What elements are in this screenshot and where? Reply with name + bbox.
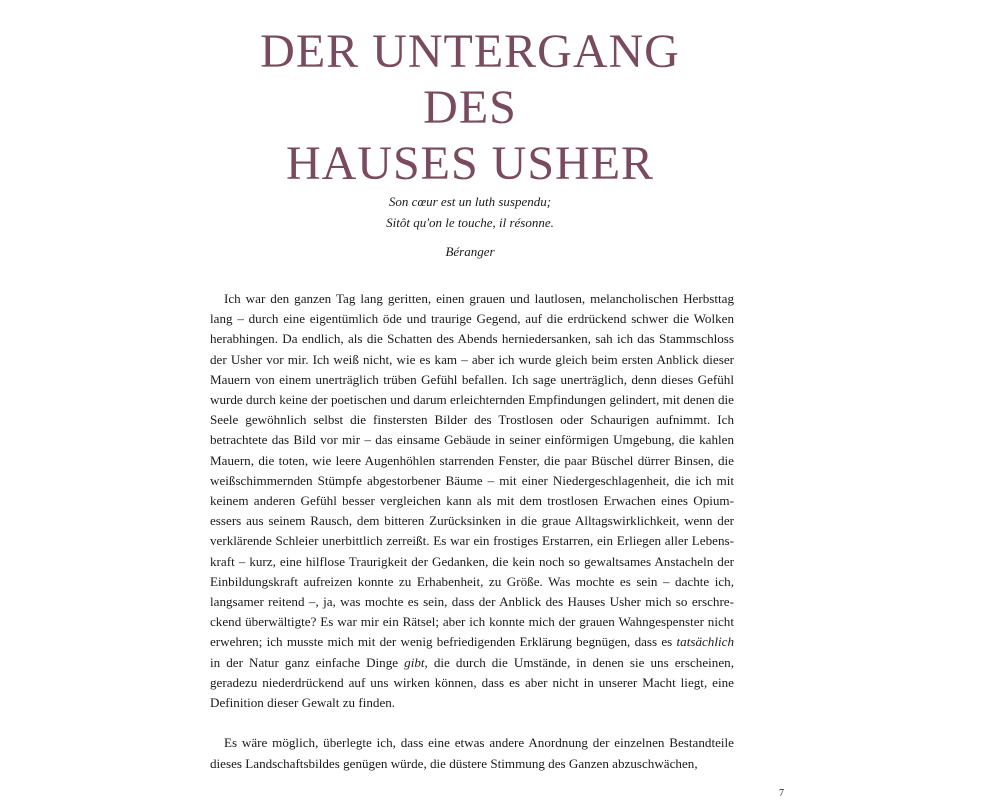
title-line: DES xyxy=(423,81,517,135)
text-run: die durch die Umstände, in denen sie uns erscheinen, geradezu niederdrückend auf uns wirken können, dass es aber nicht in unserer Macht liegt, eine Definition dieser Gewalt zu finden. xyxy=(210,654,734,711)
epigraph-author: Béranger xyxy=(445,244,495,259)
epigraph-line: Sitôt qu'on le touche, il résonne. xyxy=(386,215,554,230)
title-line: HAUSES USHER xyxy=(285,137,655,191)
text-run: Es wäre möglich, überlegte ich, dass eine etwas andere Anordnung der einzelnen Bestandteile dieses Landschaftsbildes genügen würde, die düstere Stimmung des Ganzen abzuschwächen, xyxy=(210,735,734,771)
title-line: DER UNTERGANG xyxy=(260,25,680,79)
page-number: 7 xyxy=(779,788,784,799)
epigraph xyxy=(200,191,740,262)
chapter-title xyxy=(200,24,740,192)
emphasis-text: tatsächlich xyxy=(676,634,734,650)
paragraph xyxy=(210,289,734,713)
body-text xyxy=(210,289,734,774)
emphasis-text: gibt, xyxy=(404,654,428,670)
epigraph-line: Son cœur est un luth suspendu; xyxy=(388,194,552,209)
paragraph xyxy=(210,733,734,773)
text-run: Ich war den ganzen Tag lang geritten, einen grauen und lautlosen, melancholischen Herbsttag lang – durch eine eigentümlich öde und traurige Gegend, auf die erdrückend schwer die Wolken herabhingen. Da endlich, als die Schatten des Abends herniedersanken, sah ich das Stammschloss der Usher vor mir. Ich weiß nicht, wie es kam – aber ich wurde gleich beim ersten Anblick dieser Mauern von einem unerträglich trüben Gefühl befallen. Ich sage unerträglich, denn dieses Gefühl wurde durch keine der poetischen und darum erleichternden Empfindungen gelindert, mit denen die Seele gewöhnlich selbst die finstersten Bilder des Trostlosen oder Schaurigen aufnimmt. Ich betrachtete das Bild vor mir – das einsame Gebäude in seiner einförmigen Umgebung, die kahlen Mauern, die toten, wie leere Augenhöhlen starrenden Fenster, die paar Büschel dürrer Binsen, die weißschimmernden Stümpfe abgestorbener Bäume – mit einer Niedergeschlagenheit, die ich mit keinem anderen Gefühl besser vergleichen kann als mit dem trostlosen Erwachen eines Opiumessers aus seinem Rausch, dem bitteren Zurücksinken in die graue Alltagswirklichkeit, wenn der verklärende Schleier unerbittlich zerreißt. Es war ein frostiges Erstarren, ein Erliegen aller Lebenskraft – kurz, eine hilflose Traurigkeit der Gedanken, die kein noch so gewaltsames Anstacheln der Einbildungskraft aufreizen konnte zu Erhabenheit, zu Größe. Was mochte es sein – dachte ich, langsamer reitend –, ja, was mochte es sein, dass der Anblick des Hauses Usher mich so erschreckend überwältigte? Es war mir ein Rätsel; aber ich konnte mich der grauen Wahngespenster nicht erwehren; ich musste mich mit der wenig befriedigenden Erklärung begnügen, dass es xyxy=(210,291,734,650)
text-run: in der Natur ganz einfache Dinge xyxy=(210,654,405,670)
